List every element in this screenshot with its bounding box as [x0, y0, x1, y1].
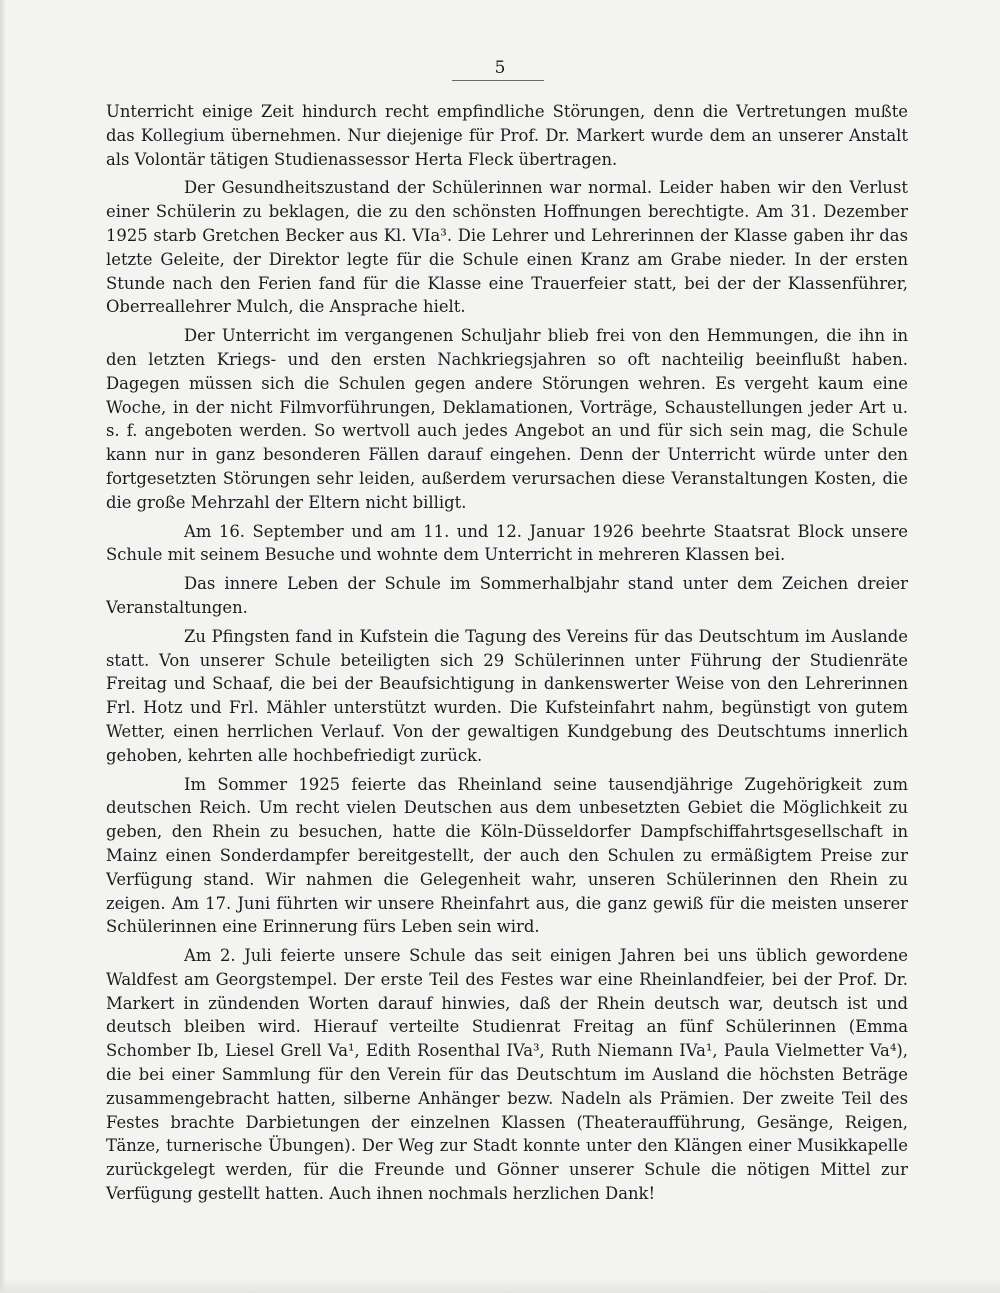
paragraph-summer-events-intro: Das innere Leben der Schule im Sommerhalbjahr stand unter dem Zeichen dreier Veranstaltungen.	[106, 574, 908, 617]
paragraph-kufstein-trip: Zu Pfingsten fand in Kufstein die Tagung des Vereins für das Deutschtum im Auslande statt. Von unserer Schule beteiligten sich 29 Schülerinnen unter Führung der Studienräte Freitag und Schaaf, die bei der Beaufsichtigung in dankenswerter Weise von den Lehrerinnen Frl. Hotz und Frl. Mähler unterstützt wurden. Die Kufsteinfahrt nahm, begünstigt von gutem Wetter, einen herrlichen Verlauf. Von der gewaltigen Kundgebung des Deutschtums innerlich gehoben, kehrten alle hochbefriedigt zurück.	[106, 626, 908, 765]
page-number-rule	[452, 80, 544, 81]
page-edge-shadow	[0, 0, 6, 1293]
body-text	[106, 100, 908, 1211]
paragraph-state-visit: Am 16. September und am 11. und 12. Januar 1926 beehrte Staatsrat Block unsere Schule mit seinem Besuche und wohnte dem Unterricht in mehreren Klassen bei.	[106, 521, 908, 565]
paragraph-teaching-interruptions: Der Unterricht im vergangenen Schuljahr blieb frei von den Hemmungen, die ihn in den letzten Kriegs- und den ersten Nachkriegsjahren so oft nachteilig beeinflußt haben. Dagegen müssen sich die Schulen gegen andere Störungen wehren. Es vergeht kaum eine Woche, in der nicht Filmvorführungen, Deklamationen, Vorträge, Schaustellungen jeder Art u. s. f. angeboten werden. So wertvoll auch jedes Angebot an und für sich sein mag, die Schule kann nur in ganz besonderen Fällen darauf eingehen. Denn der Unterricht würde unter den fortgesetzten Störungen sehr leiden, außerdem verursachen diese Veranstaltungen Kosten, die die große Mehrzahl der Eltern nicht billigt.	[106, 326, 908, 512]
paragraph-forest-festival: Am 2. Juli feierte unsere Schule das seit einigen Jahren bei uns üblich gewordene Waldfest am Georgstempel. Der erste Teil des Festes war eine Rheinlandfeier, bei der Prof. Dr. Markert in zündenden Worten darauf hinwies, daß der Rhein deutsch war, deutsch ist und deutsch bleiben wird. Hierauf verteilte Studienrat Freitag an fünf Schülerinnen (Emma Schomber Ib, Liesel Grell Va¹, Edith Rosenthal IVa³, Ruth Niemann IVa¹, Paula Vielmetter Va⁴), die bei einer Sammlung für den Verein für das Deutschtum im Ausland die höchsten Beträge zusammengebracht hatten, silberne Anhänger bezw. Nadeln als Prämien. Der zweite Teil des Festes brachte Darbietungen der einzelnen Klassen (Theateraufführung, Gesänge, Reigen, Tänze, turnerische Übungen). Der Weg zur Stadt konnte unter den Klängen einer Musikkapelle zurückgelegt werden, für die Freunde und Gönner unserer Schule die nötigen Mittel zur Verfügung gestellt hatten. Auch ihnen nochmals herzlichen Dank!	[106, 946, 908, 1204]
page-bottom-shade	[0, 1279, 1000, 1293]
page-number: 5	[494, 58, 506, 78]
paragraph-health-status: Der Gesundheitszustand der Schülerinnen war normal. Leider haben wir den Verlust einer Schülerin zu beklagen, die zu den schönsten Hoffnungen berechtigte. Am 31. Dezember 1925 starb Gretchen Becker aus Kl. VIa³. Die Lehrer und Lehrerinnen der Klasse gaben ihr das letzte Geleite, der Direktor legte für die Schule einen Kranz am Grabe nieder. In der ersten Stunde nach den Ferien fand für die Klasse eine Trauerfeier statt, bei der der Klassenführer, Oberreallehrer Mulch, die Ansprache hielt.	[106, 178, 908, 317]
paragraph-teaching-disruptions: Unterricht einige Zeit hindurch recht empfindliche Störungen, denn die Vertretungen mußte das Kollegium übernehmen. Nur diejenige für Prof. Dr. Markert wurde dem an unserer Anstalt als Volontär tätigen Studienassessor Herta Fleck übertragen.	[106, 102, 908, 169]
paragraph-rhine-trip: Im Sommer 1925 feierte das Rheinland seine tausendjährige Zugehörigkeit zum deutschen Reich. Um recht vielen Deutschen aus dem unbesetzten Gebiet die Möglichkeit zu geben, den Rhein zu besuchen, hatte die Köln-Düsseldorfer Dampfschiffahrtsgesellschaft in Mainz einen Sonderdampfer bereitgestellt, der auch den Schulen zu ermäßigtem Preise zur Verfügung stand. Wir nahmen die Gelegenheit wahr, unseren Schülerinnen den Rhein zu zeigen. Am 17. Juni führten wir unsere Rheinfahrt aus, die ganz gewiß für die meisten unserer Schülerinnen eine Erinnerung fürs Leben sein wird.	[106, 774, 908, 937]
